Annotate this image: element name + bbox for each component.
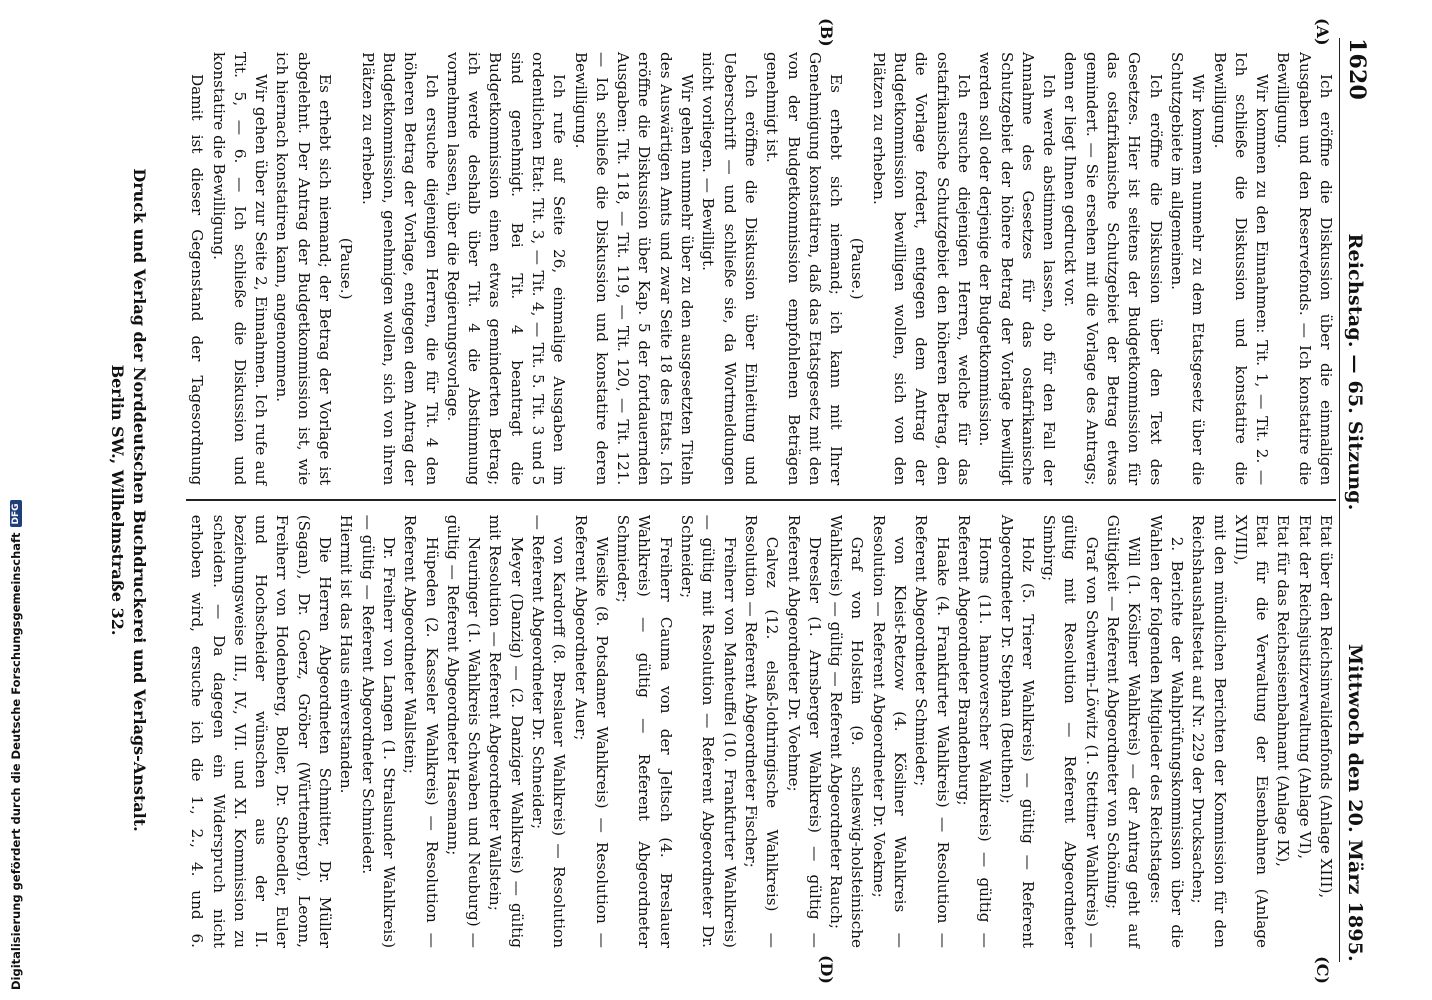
election-entry: Graf von Holstein (9. schleswig-holsteinische Wahlkreis) — gültig — Referent Abgeordneter Rauch;: [827, 514, 867, 948]
election-entry: Freiherr von Manteuffel (10. Frankfurter Wahlkreis) — gültig mit Resolution — Referent Abgeordneter Dr. Schneider;: [678, 514, 739, 948]
election-entry: Freiherr Cauma von der Jeltsch (4. Breslauer Wahlkreis) — gültig — Referent Abgeordneter Schmieder;: [614, 514, 675, 948]
paragraph: Ich werde abstimmen lassen, ob für den Fall der Annahme des Gesetzes für das ostafrikanische Schutzgebiet der höhere Betrag der Vorlage bewilligt werden soll oder derjenige der Budgetkommission.: [976, 52, 1059, 486]
pause-note: (Pause.): [848, 237, 867, 300]
paragraph: Ich ersuche diejenigen Herren, welche für das ostafrikanische Schutzgebiet den höheren Betrag, den die Vorlage fordert, entgegen dem Antrag der Budgetkommission bewilligen wollen, sich von den Plätzen zu erheben.: [869, 52, 973, 486]
margin-marker-c: (C): [1313, 956, 1332, 984]
election-entry: Dr. Freiherr von Langen (1. Stralsunder Wahlkreis) — gültig — Referent Abgeordneter Schmieder.: [358, 514, 398, 948]
imprint-line: Druck und Verlag der Norddeutschen Buchdruckerei und Verlags-Anstalt.: [130, 168, 149, 832]
agenda-subitem: Etat für die Verwaltung der Eisenbahnen (Anlage XVIII),: [1231, 514, 1272, 948]
election-entry: Hüpeden (2. Kasseler Wahlkreis) — Resolution — Referent Abgeordneter Wallstein;: [401, 514, 441, 948]
page-header: [1339, 38, 1378, 962]
paragraph: Ich eröffne die Diskussion über den Text des Gesetzes. Hier ist seitens der Budgetkommission für das ostafrikanische Schutzgebiet der Betrag etwas gemindert. — Sie ersehen mit die Vorlage des Antrags; denn er liegt Ihnen gedruckt vor.: [1061, 52, 1165, 486]
digitization-note: [6, 503, 26, 990]
election-entry: Calvez (12. elsaß-lothringische Wahlkreis) — Resolution — Referent Abgeordneter Fischer;: [741, 514, 782, 948]
paragraph: Die Herren Abgeordneten Schmitter, Dr. Müller (Sagan), Dr. Goerz, Gröber (Württemberg), Leonn, Freiherr von Hodenberg, Boller, Dr. Schoedler, Euler und Hochscheider wünschen aus der II. beziehungsweise III., IV., VII. und XI. Kommission zu scheiden. — Da dagegen ein Widerspruch nicht erhoben wird, ersuche ich die 1., 2., 4. und 6.: [188, 514, 335, 948]
session-date: Mittwoch den 20. März 1895.: [1344, 644, 1366, 962]
paragraph: Wir gehen nunmehr über zu den ausgesetzten Titeln des Auswärtigen Amts und zwar Seite 18 des Etats. Ich eröffne die Diskussion über Kap. 5 der fortdauernden Ausgaben: Tit. 118, — Tit. 119, — Tit. 120, — Tit. 121. — Ich schließe die Diskussion und konstatire deren Bewilligung.: [571, 52, 697, 486]
imprint-line: Berlin SW., Wilhelmstraße 32.: [108, 364, 127, 636]
page-number: 1620: [1344, 38, 1370, 101]
agenda-item: 2. Berichte der Wahlprüfungskommission über die Wahlen der folgenden Mitglieder des Reichstages:: [1146, 514, 1186, 948]
election-entry: Will (1. Kösliner Wahlkreis) — der Antrag geht auf Gültigkeit — Referent Abgeordneter von Schöning;: [1104, 514, 1144, 948]
election-entry: von Kardorff (8. Breslauer Wahlkreis) — Resolution — Referent Abgeordneter Dr. Schneider;: [529, 514, 569, 948]
election-entry: von Kleist-Retzow (4. Kösliner Wahlkreis — Resolution — Referent Abgeordneter Dr. Voekme;: [869, 514, 910, 948]
election-entry: Dreesler (1. Arnsberger Wahlkreis) — gültig — Referent Abgeordneter Dr. Voehme;: [784, 514, 824, 948]
dfg-logo-icon: DFG: [10, 500, 22, 527]
rotated-sheet: [36, 18, 1396, 984]
election-entry: Graf von Schwerin-Löwitz (1. Stettiner Wahlkreis) — gültig mit Resolution — Referent Abgeordneter Simbirg;: [1040, 514, 1101, 948]
paragraph: Es erhebt sich niemand; der Betrag der Vorlage ist abgelehnt. Der Antrag der Budgetkommission ist, wie ich hiernach konstatiren kann, angenommen.: [273, 52, 335, 486]
election-entry: Horns (11. hannoverscher Wahlkreis) — gültig — Referent Abgeordneter Brandenburg;: [954, 514, 995, 948]
digitization-text: Digitalisierung gefördert durch die Deutsche Forschungsgemeinschaft: [9, 532, 23, 990]
paragraph: Damit ist dieser Gegenstand der Tagesordnung: [188, 74, 207, 486]
agenda-subitem: Etat der Reichsjustizverwaltung (Anlage VI),: [1295, 514, 1314, 860]
paragraph: Wir kommen nunmehr zu dem Etatsgesetz über die Schutzgebiete im allgemeinen.: [1167, 52, 1208, 486]
election-entry: Haake (4. Frankfurter Wahlkreis) — Resolution — Referent Abgeordneter Schmieder;: [912, 514, 952, 948]
paragraph: mit den mündlichen Berichten der Kommission für den Reichshaushaltsetat auf Nr. 229 der Drucksachen;: [1189, 514, 1229, 948]
session-title: Reichstag. — 65. Sitzung.: [1344, 233, 1366, 511]
paragraph: Ich ersuche diejenigen Herren, die für Tit. 4 den höheren Betrag der Vorlage, entgegen dem Antrag der Budgetkommission, genehmigen wollen, sich von ihren Plätzen zu erheben.: [358, 52, 441, 486]
election-entry: Wiesike (8. Potsdamer Wahlkreis) — Resolution — Referent Abgeordneter Auer;: [571, 514, 611, 948]
agenda-subitem: Etat für das Reichseisenbahnamt (Anlage IX),: [1274, 514, 1293, 867]
paragraph: Ich eröffne die Diskussion über die einmaligen Ausgaben und den Reservefonds. — Ich konstatire die Bewilligung.: [1274, 52, 1335, 486]
pause-note: (Pause.): [337, 237, 356, 300]
margin-marker-a: (A): [1313, 18, 1332, 46]
paragraph: Ich rufe auf Seite 26, einmalige Ausgaben im ordentlichen Etat: Tit. 3, — Tit. 4, — Tit. 5. Tit. 3 und 5 sind genehmigt. Bei Tit. 4 beantragt die Budgetkommission einen etwas geminderten Betrag; ich werde deshalb über Tit. 4 die Abstimmung vornehmen lassen, über die Regierungsvorlage.: [443, 52, 569, 486]
printer-imprint: [106, 38, 150, 962]
paragraph: Wir gehen über zur Seite 2, Einnahmen. Ich rufe auf Tit. 5, — 6. — Ich schließe die Diskussion und konstatire die Bewilligung.: [209, 52, 271, 486]
paragraph: Wir kommen zu den Einnahmen: Tit. 1, — Tit. 2. — Ich schließe die Diskussion und konstatire die Bewilligung.: [1210, 52, 1272, 486]
paragraph: Ich eröffne die Diskussion über Einleitung und Ueberschrift — und schließe sie, da Wortmeldungen nicht vorliegen. — Bewilligt.: [699, 52, 760, 486]
margin-marker-d: (D): [817, 954, 836, 984]
text-columns: [186, 38, 1336, 962]
left-column: [186, 38, 1336, 499]
right-column: [186, 501, 1336, 962]
paragraph: Hiermit ist das Haus einverstanden.: [337, 514, 356, 794]
margin-marker-b: (B): [817, 18, 836, 47]
agenda-subitem: Etat über den Reichsinvalidenfonds (Anlage XIII),: [1317, 514, 1335, 899]
election-entry: Holz (5. Trierer Wahlkreis) — gültig — Referent Abgeordneter Dr. Stephan (Beuthen);: [997, 514, 1037, 948]
election-entry: Meyer (Danzig) — (2. Danziger Wahlkreis) — gültig mit Resolution — Referent Abgeordneter Wallstein;: [486, 514, 526, 948]
paragraph: Es erhebt sich niemand; ich kann mit Ihrer Genehmigung konstatiren, daß das Etatsgesetz mit den von der Budgetkommission empfohlenen Beträgen genehmigt ist.: [763, 52, 846, 486]
election-entry: Neuringer (1. Wahlkreis Schwaben und Neuburg) — gültig — Referent Abgeordneter Hasemann;: [443, 514, 484, 948]
